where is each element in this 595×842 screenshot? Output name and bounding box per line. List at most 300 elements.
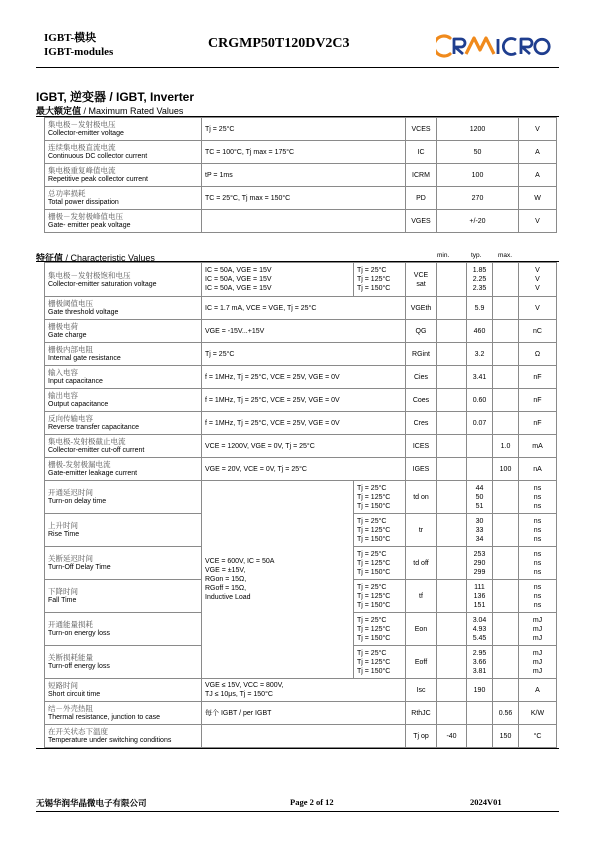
param-label bbox=[45, 164, 202, 187]
max-value bbox=[493, 412, 519, 435]
max-value bbox=[493, 514, 519, 547]
symbol: Coes bbox=[406, 389, 437, 412]
typ-value-line: 3.04 bbox=[472, 616, 487, 624]
unit-line: mJ bbox=[532, 616, 543, 624]
typ-value-line: 5.45 bbox=[472, 634, 487, 642]
param-name-cn: 连续集电极直流电流 bbox=[48, 143, 116, 152]
temperature-line: Tj = 25°C bbox=[357, 484, 387, 492]
condition: f = 1MHz, Tj = 25°C, VCE = 25V, VGE = 0V bbox=[202, 412, 406, 435]
temperature-line: Tj = 150°C bbox=[357, 568, 391, 576]
unit-line: ns bbox=[533, 559, 542, 567]
temperature-line: Tj = 25°C bbox=[357, 550, 387, 558]
param-name-en: Rise Time bbox=[48, 531, 80, 538]
footer-page: Page 2 of 12 bbox=[290, 797, 334, 807]
crmicro-logo bbox=[436, 30, 556, 60]
value: 100 bbox=[437, 164, 519, 187]
max-value: 150 bbox=[493, 725, 519, 748]
typ-value bbox=[467, 702, 493, 725]
condition-line: TJ ≤ 10μs, Tj = 150°C bbox=[205, 691, 273, 698]
unit-line: mJ bbox=[532, 658, 543, 666]
typ-value: 190 bbox=[467, 679, 493, 702]
max-rated-table bbox=[44, 117, 557, 233]
min-value bbox=[437, 613, 467, 646]
unit: nF bbox=[519, 412, 557, 435]
unit-line: mJ bbox=[532, 625, 543, 633]
unit-line: ns bbox=[533, 592, 542, 600]
param-name-cn: 栅极-发射极漏电流 bbox=[48, 460, 111, 469]
param-name-en: Gate threshold voltage bbox=[48, 309, 119, 316]
min-value bbox=[437, 412, 467, 435]
symbol: VGES bbox=[406, 210, 437, 233]
table-row bbox=[45, 187, 557, 210]
param-label bbox=[45, 547, 202, 580]
min-value bbox=[437, 679, 467, 702]
characteristic-table bbox=[44, 262, 557, 748]
condition-line: 每个 IGBT / per IGBT bbox=[205, 709, 272, 717]
unit-line: ns bbox=[533, 535, 542, 543]
typ-value-line: 3.81 bbox=[472, 667, 487, 675]
min-value bbox=[437, 263, 467, 297]
condition-line: IC = 50A, VGE = 15V bbox=[205, 267, 272, 274]
unit: V bbox=[519, 297, 557, 320]
table-row bbox=[45, 435, 557, 458]
param-label bbox=[45, 481, 202, 514]
param-name-cn: 下降时间 bbox=[48, 587, 78, 596]
table-row bbox=[45, 702, 557, 725]
temperature-line: Tj = 125°C bbox=[357, 276, 391, 283]
param-label bbox=[45, 210, 202, 233]
param-label bbox=[45, 263, 202, 297]
temperature-line: Tj = 125°C bbox=[357, 658, 391, 666]
min-value bbox=[437, 547, 467, 580]
typ-value bbox=[467, 458, 493, 481]
param-name-cn: 集电极－发射极饱和电压 bbox=[48, 270, 131, 280]
symbol: Cies bbox=[406, 366, 437, 389]
param-label bbox=[45, 366, 202, 389]
param-name-en: Fall Time bbox=[48, 597, 77, 604]
unit-line: ns bbox=[533, 493, 542, 501]
param-label bbox=[45, 343, 202, 366]
symbol: IGES bbox=[406, 458, 437, 481]
param-label bbox=[45, 187, 202, 210]
footer-rule bbox=[36, 811, 559, 812]
typ-value-line: 34 bbox=[475, 535, 484, 543]
typ-value bbox=[467, 263, 493, 297]
param-label bbox=[45, 435, 202, 458]
typ-value-line: 3.66 bbox=[472, 658, 487, 666]
param-name-en: Continuous DC collector current bbox=[48, 153, 148, 160]
param-name-en: Output capacitance bbox=[48, 401, 109, 408]
switching-condition-line: RGon = 15Ω, bbox=[205, 576, 247, 583]
temperature-line: Tj = 125°C bbox=[357, 526, 391, 534]
header-category bbox=[44, 31, 113, 59]
condition: VGE = -15V...+15V bbox=[202, 320, 406, 343]
max-value bbox=[493, 343, 519, 366]
max-value: 1.0 bbox=[493, 435, 519, 458]
typ-value-line: 1.85 bbox=[472, 267, 487, 274]
symbol: td off bbox=[406, 547, 437, 580]
param-label bbox=[45, 646, 202, 679]
min-value bbox=[437, 366, 467, 389]
param-name-en: Internal gate resistance bbox=[48, 355, 121, 362]
param-label bbox=[45, 679, 202, 702]
unit bbox=[519, 481, 557, 514]
min-value bbox=[437, 702, 467, 725]
table-row bbox=[45, 210, 557, 233]
temperature bbox=[354, 646, 406, 679]
param-name-cn: 在开关状态下温度 bbox=[48, 727, 108, 736]
unit-line: ns bbox=[533, 526, 542, 534]
unit-line: ns bbox=[533, 583, 542, 591]
unit-line: ns bbox=[533, 484, 542, 492]
unit-line: V bbox=[535, 285, 540, 292]
unit: A bbox=[519, 679, 557, 702]
temperature-line: Tj = 25°C bbox=[357, 616, 387, 624]
condition-line: IC = 50A, VGE = 15V bbox=[205, 276, 272, 283]
condition: tP = 1ms bbox=[202, 164, 406, 187]
unit: K/W bbox=[519, 702, 557, 725]
param-name-cn: 开通能量损耗 bbox=[48, 620, 93, 629]
typ-value bbox=[467, 547, 493, 580]
unit-line: mJ bbox=[532, 667, 543, 675]
unit bbox=[519, 547, 557, 580]
temperature-line: Tj = 25°C bbox=[357, 583, 387, 591]
condition bbox=[202, 679, 406, 702]
param-name-cn: 总功率损耗 bbox=[48, 189, 86, 198]
switching-condition-line: VCE = 600V, IC = 50A bbox=[205, 558, 275, 565]
typ-value-line: 290 bbox=[473, 559, 486, 567]
param-name-en: Temperature under switching conditions bbox=[48, 737, 172, 744]
max-rated-heading-cn: 最大额定值 bbox=[36, 106, 82, 116]
condition bbox=[202, 210, 406, 233]
max-value: 100 bbox=[493, 458, 519, 481]
condition-line: VGE ≤ 15V, VCC = 800V, bbox=[205, 682, 284, 689]
param-name-en: Input capacitance bbox=[48, 378, 103, 385]
min-value bbox=[437, 458, 467, 481]
param-name-cn: 短路时间 bbox=[48, 681, 78, 690]
value: 50 bbox=[437, 141, 519, 164]
unit: A bbox=[519, 141, 557, 164]
unit: nF bbox=[519, 389, 557, 412]
condition: f = 1MHz, Tj = 25°C, VCE = 25V, VGE = 0V bbox=[202, 366, 406, 389]
unit: nC bbox=[519, 320, 557, 343]
unit-line: ns bbox=[533, 568, 542, 576]
symbol: RGint bbox=[406, 343, 437, 366]
col-min-header: min. bbox=[437, 252, 450, 259]
table-bottom-rule bbox=[36, 748, 559, 749]
category-cn: IGBT-模块 bbox=[44, 32, 97, 44]
symbol: VCES bbox=[406, 118, 437, 141]
min-value: -40 bbox=[437, 725, 467, 748]
param-name-cn: 输出电容 bbox=[48, 391, 78, 400]
condition-line: IC = 50A, VGE = 15V bbox=[205, 285, 272, 292]
unit-line: ns bbox=[533, 550, 542, 558]
temperature-line: Tj = 150°C bbox=[357, 285, 391, 292]
max-value bbox=[493, 646, 519, 679]
temperature bbox=[354, 481, 406, 514]
min-value bbox=[437, 646, 467, 679]
param-label bbox=[45, 297, 202, 320]
param-name-en: Short circuit time bbox=[48, 691, 101, 698]
min-value bbox=[437, 297, 467, 320]
param-label bbox=[45, 389, 202, 412]
temperature bbox=[354, 263, 406, 297]
temperature-line: Tj = 150°C bbox=[357, 535, 391, 543]
typ-value-line: 2.35 bbox=[472, 285, 487, 292]
typ-value-line: 50 bbox=[475, 493, 484, 501]
unit bbox=[519, 580, 557, 613]
param-label bbox=[45, 320, 202, 343]
col-typ-header: typ. bbox=[471, 252, 482, 259]
typ-value: 0.60 bbox=[467, 389, 493, 412]
unit-line: V bbox=[535, 267, 540, 274]
param-label bbox=[45, 118, 202, 141]
param-label bbox=[45, 702, 202, 725]
param-name-cn: 集电极-发射极截止电流 bbox=[48, 437, 126, 446]
table-row bbox=[45, 481, 557, 514]
condition: VCE = 1200V, VGE = 0V, Tj = 25°C bbox=[202, 435, 406, 458]
symbol: VCE sat bbox=[406, 263, 437, 297]
param-label bbox=[45, 613, 202, 646]
unit: V bbox=[519, 118, 557, 141]
switching-condition-line: VGE = ±15V, bbox=[205, 567, 246, 574]
typ-value-line: 51 bbox=[475, 502, 484, 510]
temperature-line: Tj = 150°C bbox=[357, 667, 391, 675]
condition: TC = 100°C, Tj max = 175°C bbox=[202, 141, 406, 164]
param-name-cn: 栅极阈值电压 bbox=[48, 299, 93, 308]
param-name-en: Total power dissipation bbox=[48, 199, 119, 206]
param-label bbox=[45, 514, 202, 547]
param-name-en: Turn-on delay time bbox=[48, 498, 107, 505]
typ-value: 0.07 bbox=[467, 412, 493, 435]
param-name-en: Gate- emitter peak voltage bbox=[48, 222, 131, 229]
typ-value-line: 136 bbox=[473, 592, 486, 600]
max-value bbox=[493, 320, 519, 343]
temperature-line: Tj = 25°C bbox=[357, 267, 387, 274]
typ-value-line: 2.95 bbox=[472, 649, 487, 657]
temperature bbox=[354, 613, 406, 646]
unit bbox=[519, 613, 557, 646]
temperature bbox=[354, 547, 406, 580]
typ-value: 3.2 bbox=[467, 343, 493, 366]
unit-line: ns bbox=[533, 517, 542, 525]
symbol: PD bbox=[406, 187, 437, 210]
temperature-line: Tj = 125°C bbox=[357, 625, 391, 633]
typ-value-line: 33 bbox=[475, 526, 484, 534]
param-label bbox=[45, 458, 202, 481]
param-name-en: Turn-on energy loss bbox=[48, 630, 110, 637]
temperature-line: Tj = 125°C bbox=[357, 592, 391, 600]
condition: VGE = 20V, VCE = 0V, Tj = 25°C bbox=[202, 458, 406, 481]
typ-value: 5.9 bbox=[467, 297, 493, 320]
min-value bbox=[437, 514, 467, 547]
table-row bbox=[45, 297, 557, 320]
param-label bbox=[45, 725, 202, 748]
param-name-cn: 关断延迟时间 bbox=[48, 554, 93, 563]
table-row bbox=[45, 458, 557, 481]
symbol: Eon bbox=[406, 613, 437, 646]
symbol: VGEth bbox=[406, 297, 437, 320]
unit: V bbox=[519, 210, 557, 233]
unit: nF bbox=[519, 366, 557, 389]
param-name-en: Turn-Off Delay Time bbox=[48, 564, 111, 571]
symbol: RthJC bbox=[406, 702, 437, 725]
unit: nA bbox=[519, 458, 557, 481]
value: +/-20 bbox=[437, 210, 519, 233]
unit-line: ns bbox=[533, 502, 542, 510]
symbol: tf bbox=[406, 580, 437, 613]
symbol: ICRM bbox=[406, 164, 437, 187]
param-name-en: Reverse transfer capacitance bbox=[48, 424, 140, 431]
param-name-cn: 结－外壳热阻 bbox=[48, 704, 93, 713]
symbol: Cres bbox=[406, 412, 437, 435]
param-name-en: Collector-emitter voltage bbox=[48, 130, 124, 137]
typ-value: 460 bbox=[467, 320, 493, 343]
condition: Tj = 25°C bbox=[202, 118, 406, 141]
max-value bbox=[493, 366, 519, 389]
part-number: CRGMP50T120DV2C3 bbox=[208, 36, 350, 51]
param-name-en: Gate-emitter leakage current bbox=[48, 470, 138, 477]
param-name-cn: 反向传输电容 bbox=[48, 414, 93, 423]
symbol: ICES bbox=[406, 435, 437, 458]
col-max-header: max. bbox=[498, 252, 513, 259]
param-name-cn: 栅极电荷 bbox=[48, 322, 78, 331]
condition: Tj = 25°C bbox=[202, 343, 406, 366]
typ-value-line: 30 bbox=[475, 517, 484, 525]
table-row bbox=[45, 366, 557, 389]
typ-value-line: 299 bbox=[473, 568, 486, 576]
unit-line: mJ bbox=[532, 649, 543, 657]
value: 270 bbox=[437, 187, 519, 210]
condition: IC = 1.7 mA, VCE = VGE, Tj = 25°C bbox=[202, 297, 406, 320]
typ-value bbox=[467, 613, 493, 646]
switching-condition-line: RGoff = 15Ω, bbox=[205, 585, 247, 592]
table-row bbox=[45, 679, 557, 702]
typ-value bbox=[467, 481, 493, 514]
unit-line: mJ bbox=[532, 634, 543, 642]
header-rule bbox=[36, 67, 559, 68]
value: 1200 bbox=[437, 118, 519, 141]
typ-value bbox=[467, 435, 493, 458]
min-value bbox=[437, 435, 467, 458]
max-value bbox=[493, 481, 519, 514]
max-value bbox=[493, 547, 519, 580]
param-label bbox=[45, 141, 202, 164]
typ-value bbox=[467, 725, 493, 748]
param-name-cn: 集电极重复峰值电流 bbox=[48, 166, 116, 175]
table-row bbox=[45, 343, 557, 366]
section-title: IGBT, 逆变器 / IGBT, Inverter bbox=[36, 90, 195, 104]
min-value bbox=[437, 481, 467, 514]
table-row bbox=[45, 141, 557, 164]
temperature bbox=[354, 514, 406, 547]
max-value bbox=[493, 580, 519, 613]
temperature-line: Tj = 125°C bbox=[357, 559, 391, 567]
temperature-line: Tj = 25°C bbox=[357, 517, 387, 525]
param-name-cn: 上升时间 bbox=[48, 521, 78, 530]
param-name-en: Collector-emitter cut-off current bbox=[48, 447, 145, 454]
symbol: IC bbox=[406, 141, 437, 164]
unit: mA bbox=[519, 435, 557, 458]
table-row bbox=[45, 725, 557, 748]
footer-version: 2024V01 bbox=[470, 797, 502, 807]
char-heading-cn: 特征值 bbox=[36, 253, 64, 263]
symbol: td on bbox=[406, 481, 437, 514]
param-name-en: Gate charge bbox=[48, 332, 87, 339]
table-row bbox=[45, 164, 557, 187]
typ-value bbox=[467, 514, 493, 547]
unit: A bbox=[519, 164, 557, 187]
category-en: IGBT-modules bbox=[44, 46, 114, 58]
temperature-line: Tj = 125°C bbox=[357, 493, 391, 501]
param-name-en: Thermal resistance, junction to case bbox=[48, 714, 161, 721]
unit-line: ns bbox=[533, 601, 542, 609]
typ-value: 3.41 bbox=[467, 366, 493, 389]
typ-value-line: 44 bbox=[475, 484, 484, 492]
param-label bbox=[45, 412, 202, 435]
condition bbox=[202, 263, 354, 297]
min-value bbox=[437, 389, 467, 412]
param-label bbox=[45, 580, 202, 613]
typ-value bbox=[467, 580, 493, 613]
footer-company: 无锡华润华晶微电子有限公司 bbox=[36, 798, 147, 808]
min-value bbox=[437, 320, 467, 343]
symbol: tr bbox=[406, 514, 437, 547]
param-name-en: Turn-off energy loss bbox=[48, 663, 110, 670]
switching-condition bbox=[202, 481, 354, 679]
max-value: 0.56 bbox=[493, 702, 519, 725]
max-value bbox=[493, 263, 519, 297]
condition: f = 1MHz, Tj = 25°C, VCE = 25V, VGE = 0V bbox=[202, 389, 406, 412]
symbol: Eoff bbox=[406, 646, 437, 679]
max-value bbox=[493, 679, 519, 702]
param-name-cn: 栅极内部电阻 bbox=[48, 345, 93, 354]
typ-value-line: 4.93 bbox=[472, 625, 487, 633]
table-row bbox=[45, 263, 557, 297]
table-row bbox=[45, 389, 557, 412]
condition: TC = 25°C, Tj max = 150°C bbox=[202, 187, 406, 210]
condition bbox=[202, 725, 406, 748]
symbol: Isc bbox=[406, 679, 437, 702]
param-name-cn: 输入电容 bbox=[48, 368, 78, 377]
symbol: QG bbox=[406, 320, 437, 343]
symbol: Tj op bbox=[406, 725, 437, 748]
unit bbox=[519, 514, 557, 547]
temperature-line: Tj = 25°C bbox=[357, 649, 387, 657]
table-row bbox=[45, 412, 557, 435]
param-name-cn: 关断损耗能量 bbox=[48, 653, 93, 662]
max-value bbox=[493, 613, 519, 646]
temperature-line: Tj = 150°C bbox=[357, 502, 391, 510]
unit: W bbox=[519, 187, 557, 210]
typ-value bbox=[467, 646, 493, 679]
unit bbox=[519, 646, 557, 679]
max-value bbox=[493, 389, 519, 412]
min-value bbox=[437, 343, 467, 366]
min-value bbox=[437, 580, 467, 613]
unit: °C bbox=[519, 725, 557, 748]
param-name-cn: 开通延迟时间 bbox=[48, 488, 93, 497]
param-name-cn: 集电极－发射极电压 bbox=[48, 120, 116, 129]
max-rated-heading-en: / Maximum Rated Values bbox=[81, 106, 184, 116]
table-row bbox=[45, 320, 557, 343]
unit: Ω bbox=[519, 343, 557, 366]
table-row bbox=[45, 118, 557, 141]
max-value bbox=[493, 297, 519, 320]
temperature bbox=[354, 580, 406, 613]
typ-value-line: 2.25 bbox=[472, 276, 487, 283]
switching-condition-line: Inductive Load bbox=[205, 594, 251, 601]
